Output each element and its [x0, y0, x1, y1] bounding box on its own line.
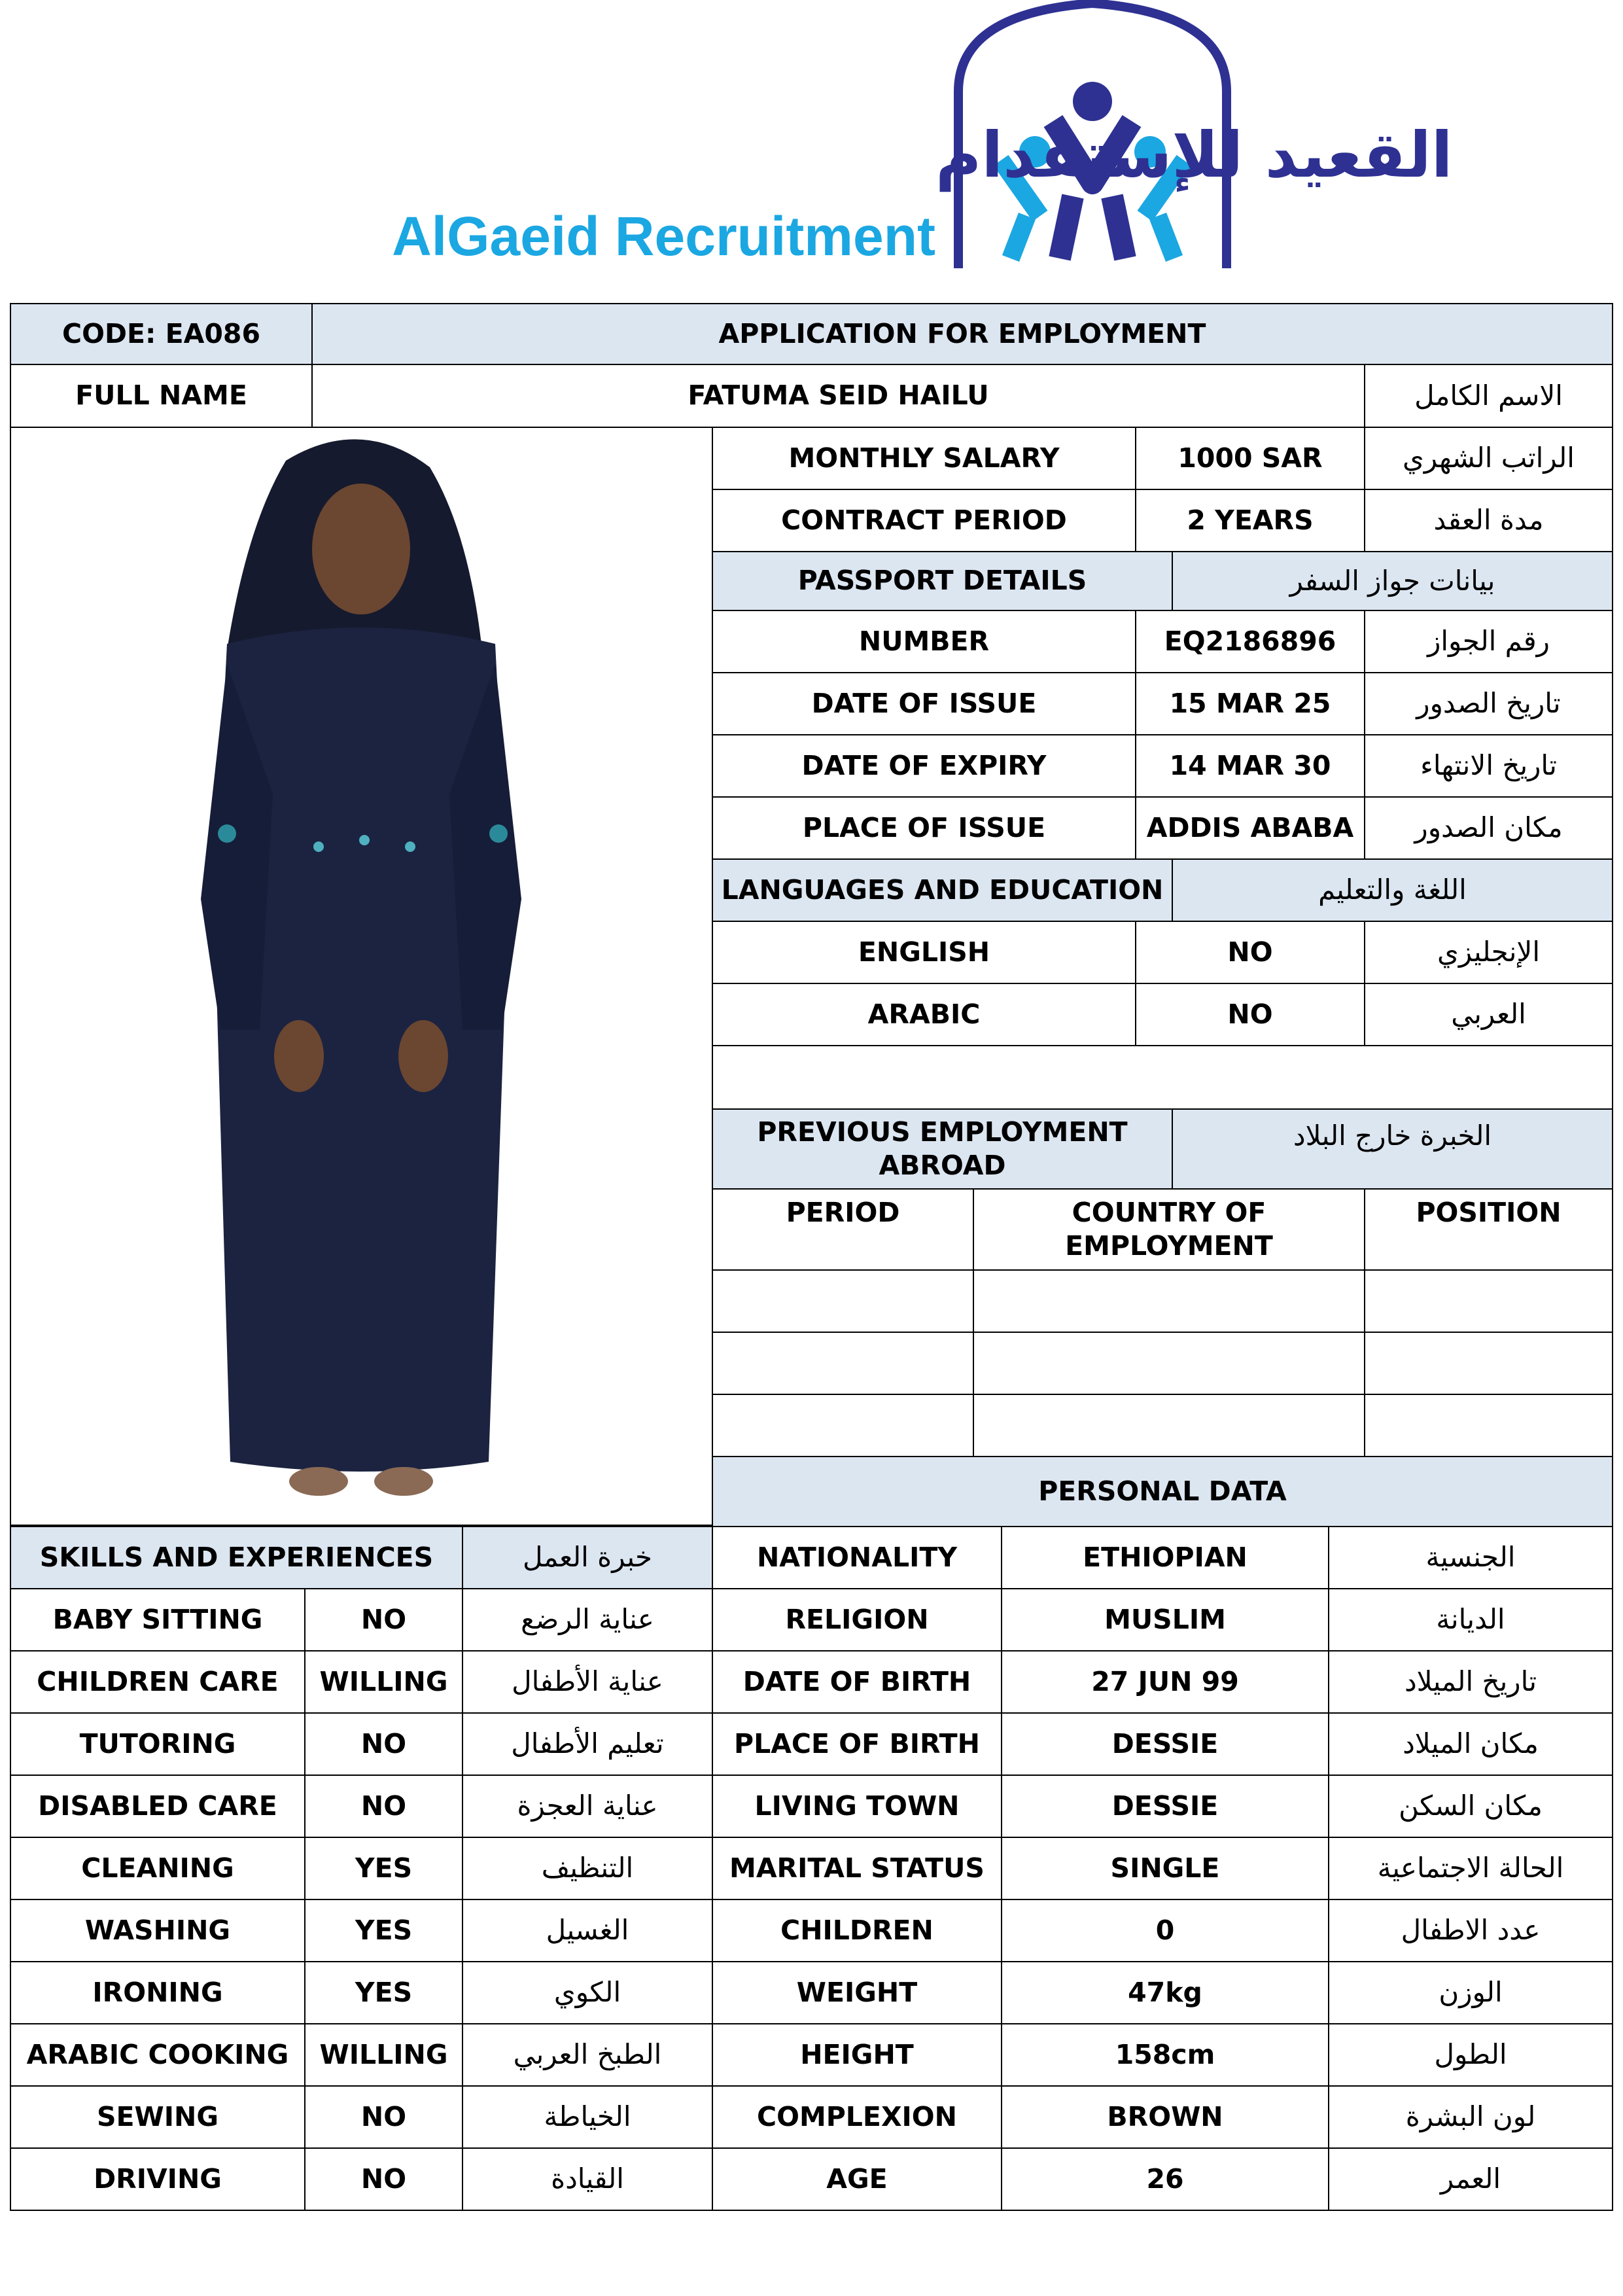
- employment-row-3-position: [1364, 1394, 1613, 1457]
- passport-number-value: EQ2186896: [1135, 610, 1365, 673]
- personal-row-8-label-ar: الوزن: [1328, 1961, 1613, 2024]
- english-label: ENGLISH: [712, 921, 1136, 984]
- personal-row-9-label-ar: الطول: [1328, 2023, 1613, 2087]
- skill-row-9-label-ar: الخياطة: [462, 2085, 713, 2149]
- personal-row-10-label-ar: لون البشرة: [1328, 2085, 1613, 2149]
- personal-row-6-value: SINGLE: [1001, 1837, 1329, 1900]
- company-logo: [347, 0, 1453, 275]
- skill-row-5-value: YES: [304, 1837, 463, 1900]
- column-country: COUNTRY OF EMPLOYMENT: [973, 1188, 1365, 1271]
- code-cell: CODE: EA086: [10, 303, 313, 365]
- applicant-photo: [11, 428, 712, 1525]
- arabic-value: NO: [1135, 983, 1365, 1046]
- skill-row-5-label: CLEANING: [10, 1837, 305, 1900]
- issue-date-value: 15 MAR 25: [1135, 672, 1365, 735]
- personal-row-7-label: CHILDREN: [712, 1899, 1002, 1962]
- personal-row-10-label: COMPLEXION: [712, 2085, 1002, 2149]
- employment-row-3-period: [712, 1394, 974, 1457]
- expiry-date-label: DATE OF EXPIRY: [712, 734, 1136, 798]
- skill-row-2-value: WILLING: [304, 1650, 463, 1714]
- skill-row-8-value: WILLING: [304, 2023, 463, 2087]
- personal-row-9-value: 158cm: [1001, 2023, 1329, 2087]
- personal-row-10-value: BROWN: [1001, 2085, 1329, 2149]
- personal-row-11-label-ar: العمر: [1328, 2147, 1613, 2211]
- personal-row-5-label: LIVING TOWN: [712, 1775, 1002, 1838]
- skill-row-9-value: NO: [304, 2085, 463, 2149]
- skill-row-4-value: NO: [304, 1775, 463, 1838]
- applicant-photo-frame: [10, 427, 713, 1526]
- skill-row-2-label: CHILDREN CARE: [10, 1650, 305, 1714]
- personal-row-2-label-ar: الديانة: [1328, 1588, 1613, 1651]
- contract-label-ar: مدة العقد: [1364, 489, 1613, 552]
- personal-row-5-label-ar: مكان السكن: [1328, 1775, 1613, 1838]
- personal-row-4-label: PLACE OF BIRTH: [712, 1712, 1002, 1776]
- skill-row-4-label-ar: عناية العجزة: [462, 1775, 713, 1838]
- personal-row-1-label: NATIONALITY: [712, 1526, 1002, 1589]
- skill-row-7-label-ar: الكوي: [462, 1961, 713, 2024]
- form-title: APPLICATION FOR EMPLOYMENT: [311, 303, 1613, 365]
- personal-row-1-value: ETHIOPIAN: [1001, 1526, 1329, 1589]
- skill-row-7-label: IRONING: [10, 1961, 305, 2024]
- skill-row-1-value: NO: [304, 1588, 463, 1651]
- skills-heading: SKILLS AND EXPERIENCES: [10, 1526, 463, 1589]
- skill-row-10-label: DRIVING: [10, 2147, 305, 2211]
- personal-row-9-label: HEIGHT: [712, 2023, 1002, 2087]
- languages-heading-ar: اللغة والتعليم: [1172, 858, 1613, 922]
- personal-row-5-value: DESSIE: [1001, 1775, 1329, 1838]
- skill-row-3-label: TUTORING: [10, 1712, 305, 1776]
- expiry-date-value: 14 MAR 30: [1135, 734, 1365, 798]
- personal-row-1-label-ar: الجنسية: [1328, 1526, 1613, 1589]
- arabic-label-ar: العربي: [1364, 983, 1613, 1046]
- salary-label-ar: الراتب الشهري: [1364, 427, 1613, 490]
- personal-row-4-value: DESSIE: [1001, 1712, 1329, 1776]
- issue-date-label: DATE OF ISSUE: [712, 672, 1136, 735]
- expiry-date-label-ar: تاريخ الانتهاء: [1364, 734, 1613, 798]
- arabic-label: ARABIC: [712, 983, 1136, 1046]
- personal-row-8-label: WEIGHT: [712, 1961, 1002, 2024]
- personal-row-11-value: 26: [1001, 2147, 1329, 2211]
- issue-date-label-ar: تاريخ الصدور: [1364, 672, 1613, 735]
- issue-place-value: ADDIS ABABA: [1135, 796, 1365, 860]
- personal-row-4-label-ar: مكان الميلاد: [1328, 1712, 1613, 1776]
- skill-row-6-label: WASHING: [10, 1899, 305, 1962]
- contract-value: 2 YEARS: [1135, 489, 1365, 552]
- full-name-label-ar: الاسم الكامل: [1364, 364, 1613, 428]
- english-label-ar: الإنجليزي: [1364, 921, 1613, 984]
- personal-row-11-label: AGE: [712, 2147, 1002, 2211]
- personal-row-8-value: 47kg: [1001, 1961, 1329, 2024]
- skill-row-1-label: BABY SITTING: [10, 1588, 305, 1651]
- personal-row-2-value: MUSLIM: [1001, 1588, 1329, 1651]
- skill-row-8-label-ar: الطبخ العربي: [462, 2023, 713, 2087]
- skill-row-10-label-ar: القيادة: [462, 2147, 713, 2211]
- skill-row-5-label-ar: التنظيف: [462, 1837, 713, 1900]
- personal-row-3-value: 27 JUN 99: [1001, 1650, 1329, 1714]
- skill-row-3-value: NO: [304, 1712, 463, 1776]
- skill-row-4-label: DISABLED CARE: [10, 1775, 305, 1838]
- column-period: PERIOD: [712, 1188, 974, 1271]
- skill-row-9-label: SEWING: [10, 2085, 305, 2149]
- personal-row-6-label-ar: الحالة الاجتماعية: [1328, 1837, 1613, 1900]
- skill-row-8-label: ARABIC COOKING: [10, 2023, 305, 2087]
- skill-row-1-label-ar: عناية الرضع: [462, 1588, 713, 1651]
- passport-number-label: NUMBER: [712, 610, 1136, 673]
- employment-row-3-country: [973, 1394, 1365, 1457]
- personal-row-6-label: MARITAL STATUS: [712, 1837, 1002, 1900]
- salary-label: MONTHLY SALARY: [712, 427, 1136, 490]
- employment-row-2-period: [712, 1332, 974, 1395]
- skill-row-6-label-ar: الغسيل: [462, 1899, 713, 1962]
- issue-place-label-ar: مكان الصدور: [1364, 796, 1613, 860]
- skill-row-2-label-ar: عناية الأطفال: [462, 1650, 713, 1714]
- spacer-row: [712, 1045, 1613, 1110]
- full-name-value: FATUMA SEID HAILU: [311, 364, 1365, 428]
- personal-row-3-label: DATE OF BIRTH: [712, 1650, 1002, 1714]
- employment-row-2-position: [1364, 1332, 1613, 1395]
- personal-row-3-label-ar: تاريخ الميلاد: [1328, 1650, 1613, 1714]
- employment-row-1-country: [973, 1269, 1365, 1333]
- skill-row-6-value: YES: [304, 1899, 463, 1962]
- english-value: NO: [1135, 921, 1365, 984]
- logo-arabic-text: القعيد للإستقدام: [935, 118, 1453, 192]
- personal-row-7-label-ar: عدد الاطفال: [1328, 1899, 1613, 1962]
- personal-row-7-value: 0: [1001, 1899, 1329, 1962]
- logo-english-text: AlGaeid Recruitment: [392, 205, 935, 267]
- personal-data-heading: PERSONAL DATA: [712, 1456, 1613, 1527]
- previous-employment-heading: PREVIOUS EMPLOYMENT ABROAD: [712, 1108, 1173, 1190]
- issue-place-label: PLACE OF ISSUE: [712, 796, 1136, 860]
- employment-row-2-country: [973, 1332, 1365, 1395]
- skill-row-3-label-ar: تعليم الأطفال: [462, 1712, 713, 1776]
- full-name-label: FULL NAME: [10, 364, 313, 428]
- column-position: POSITION: [1364, 1188, 1613, 1271]
- passport-heading: PASSPORT DETAILS: [712, 551, 1173, 611]
- employment-row-1-period: [712, 1269, 974, 1333]
- personal-row-2-label: RELIGION: [712, 1588, 1002, 1651]
- languages-heading: LANGUAGES AND EDUCATION: [712, 858, 1173, 922]
- previous-employment-heading-ar: الخبرة خارج البلاد: [1172, 1108, 1613, 1190]
- skills-heading-ar: خبرة العمل: [462, 1526, 713, 1589]
- passport-number-label-ar: رقم الجواز: [1364, 610, 1613, 673]
- passport-heading-ar: بيانات جواز السفر: [1172, 551, 1613, 611]
- skill-row-10-value: NO: [304, 2147, 463, 2211]
- salary-value: 1000 SAR: [1135, 427, 1365, 490]
- employment-row-1-position: [1364, 1269, 1613, 1333]
- contract-label: CONTRACT PERIOD: [712, 489, 1136, 552]
- skill-row-7-value: YES: [304, 1961, 463, 2024]
